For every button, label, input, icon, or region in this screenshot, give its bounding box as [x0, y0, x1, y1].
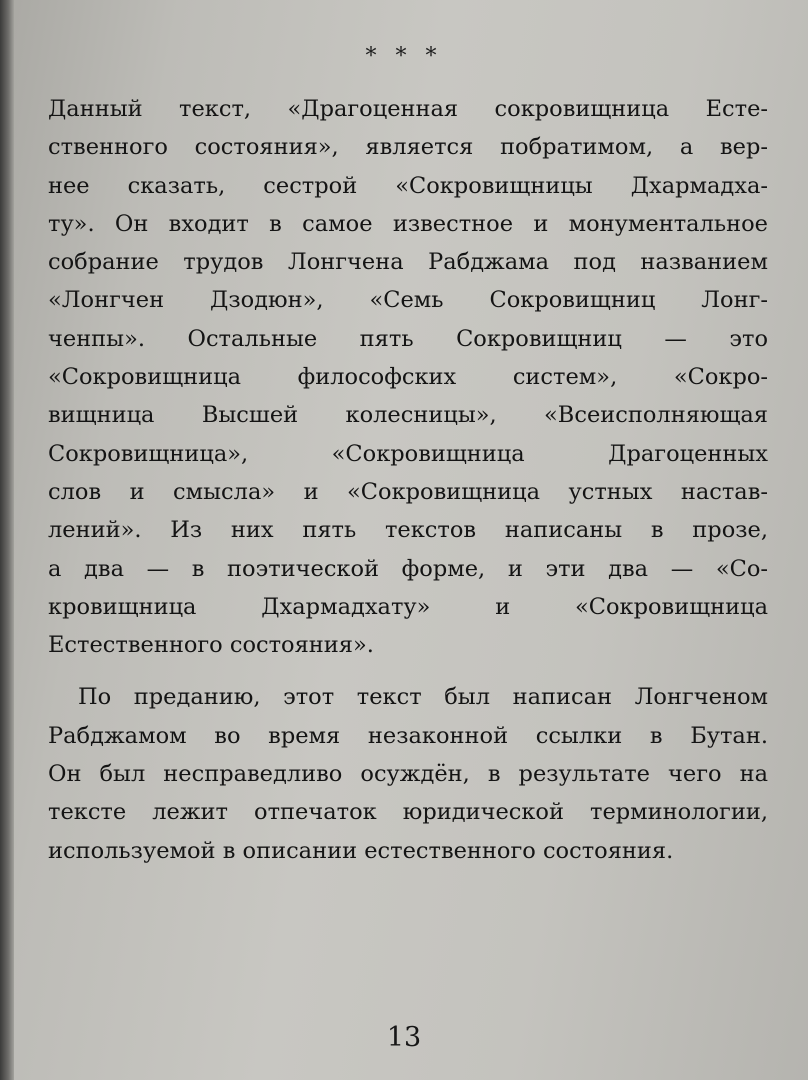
text-line: вищница Высшей колесницы», «Всеисполняющая [48, 402, 768, 429]
text-line: Естественного состояния». [48, 632, 374, 659]
text-line: ченпы». Остальные пять Сокровищниц — это [48, 325, 768, 352]
page-spine-shadow [0, 0, 14, 1080]
text-line: а два — в поэтической форме, и эти два — «Со- [48, 555, 768, 582]
page-number: 13 [386, 1022, 422, 1053]
text-line: ственного состояния», является побратимом, а вер- [48, 134, 768, 161]
text-line: кровищница Дхармадхату» и «Сокровищница [48, 593, 768, 620]
text-line: собрание трудов Лонгчена Рабджама под названием [48, 249, 768, 276]
paragraph-2 [48, 678, 768, 869]
text-line: «Лонгчен Дзодюн», «Семь Сокровищниц Лонг- [48, 287, 768, 314]
paragraph-gap [48, 664, 768, 678]
text-line: Данный текст, «Драгоценная сокровищница Есте- [48, 96, 768, 122]
paragraph-1 [48, 90, 768, 664]
body-text [48, 90, 768, 870]
text-line: Сокровищница», «Сокровищница Драгоценных [48, 440, 768, 467]
text-line: ту». Он входит в самое известное и монументальное [48, 210, 768, 237]
text-line: По преданию, этот текст был написан Лонгченом [78, 684, 768, 711]
text-line: Он был несправедливо осуждён, в результате чего на [48, 761, 768, 788]
text-line: лений». Из них пять текстов написаны в прозе, [48, 517, 768, 544]
text-line: Рабджамом во время незаконной ссылки в Бутан. [48, 722, 768, 749]
text-line: используемой в описании естественного состояния. [48, 837, 674, 864]
text-line: тексте лежит отпечаток юридической терминологии, [48, 799, 768, 826]
section-ornament: * * * [365, 44, 443, 69]
text-line: «Сокровищница философских систем», «Сокро- [48, 364, 768, 391]
text-line: нее сказать, сестрой «Сокровищницы Дхармадха- [48, 172, 768, 199]
text-line: слов и смысла» и «Сокровищница устных настав- [48, 478, 768, 505]
